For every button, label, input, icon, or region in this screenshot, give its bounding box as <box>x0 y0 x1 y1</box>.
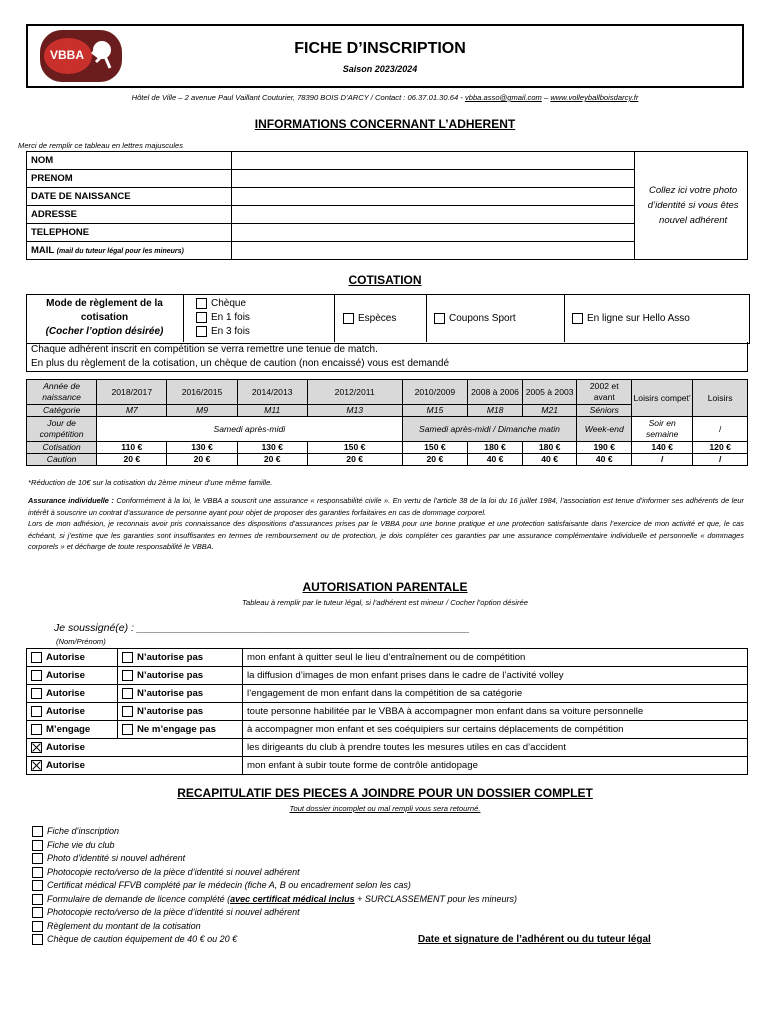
option-thrice[interactable] <box>196 325 250 339</box>
checkbox-icon[interactable] <box>196 326 207 337</box>
reduction-footnote: *Réduction de 10€ sur la cotisation du 2ème mineur d’une même famille. <box>28 478 273 487</box>
fee-cell: 110 € <box>97 442 167 454</box>
insurance-text: Conformément à la loi, le VBBA a souscrit une assurance « responsabilité civile ». En vertu de l’article 38 de la loi du 16 juillet 1984, l’association est tenue d’informer ses adhérents de leur intérêt à souscrire un contrat d’assurance de personne ayant pour objet de proposer des garanties forfaitaires en cas de dommage corporel. <box>28 496 744 517</box>
option-helloasso[interactable] <box>572 313 690 324</box>
option-thrice-label: En 3 fois <box>211 326 250 337</box>
recap-title: RECAPITULATIF DES PIECES A JOINDRE POUR UN DOSSIER COMPLET <box>177 786 593 800</box>
option-coupons[interactable] <box>434 313 516 324</box>
deposit-cell: / <box>693 454 748 466</box>
checkbox-icon[interactable] <box>122 688 133 699</box>
deposit-cell: 20 € <box>402 454 468 466</box>
field-label-prenom: PRENOM <box>27 170 232 188</box>
label-fee: Cotisation <box>27 442 97 454</box>
checked-checkbox-icon[interactable] <box>31 760 42 771</box>
label-day: Jour de compétition <box>27 417 97 442</box>
option-once-label: En 1 fois <box>211 312 250 323</box>
checkbox-icon[interactable] <box>434 313 445 324</box>
label-deposit: Caution <box>27 454 97 466</box>
checked-checkbox-icon[interactable] <box>31 742 42 753</box>
checkbox-icon[interactable] <box>196 312 207 323</box>
insurance-paragraph <box>28 495 744 553</box>
option-especes-label: Espèces <box>358 313 397 325</box>
option-especes[interactable] <box>343 313 396 324</box>
auth-no[interactable] <box>118 685 243 703</box>
checklist-label: Photo d’identité si nouvel adhérent <box>47 853 186 863</box>
field-label-phone: TELEPHONE <box>27 224 232 242</box>
year-cell: 2005 à 2003 <box>522 380 577 405</box>
payment-mode-line-3: (Cocher l’option désirée) <box>45 326 164 337</box>
nom-prenom-hint: (Nom/Prénom) <box>56 637 106 646</box>
deposit-cell: 40 € <box>577 454 632 466</box>
checklist-label: Formulaire de demande de licence complété ( <box>47 893 231 904</box>
fee-cell: 120 € <box>693 442 748 454</box>
auth-no-label: N’autorise pas <box>137 670 204 682</box>
mail-note: (mail du tuteur légal pour les mineurs) <box>56 248 184 255</box>
fees-table <box>26 379 748 466</box>
divider <box>334 294 335 342</box>
field-label-nom: NOM <box>27 152 232 170</box>
cheque-options <box>196 297 250 339</box>
category-cell: M15 <box>402 405 468 417</box>
checkbox-icon[interactable] <box>31 706 42 717</box>
checklist-item[interactable] <box>32 879 592 893</box>
year-cell: Loisirs compet’ <box>632 380 693 417</box>
checklist-label: Photocopie recto/verso de la pièce d’identité si nouvel adhérent <box>47 907 300 917</box>
auth-no-label: Ne m’engage pas <box>137 724 216 736</box>
field-label-birthdate: DATE DE NAISSANCE <box>27 188 232 206</box>
checkbox-icon[interactable] <box>31 670 42 681</box>
auth-yes[interactable] <box>27 685 118 703</box>
deposit-cell: 40 € <box>468 454 523 466</box>
checkbox-icon[interactable] <box>122 670 133 681</box>
category-cell: M13 <box>307 405 402 417</box>
cotisation-notes <box>26 342 748 372</box>
checklist-label: Fiche d’inscription <box>47 826 120 836</box>
checklist-item[interactable] <box>32 906 592 920</box>
checklist-item[interactable] <box>32 825 592 839</box>
field-input-prenom[interactable] <box>231 170 635 188</box>
auth-yes[interactable] <box>27 703 118 721</box>
payment-mode-label <box>26 294 184 342</box>
payment-mode-line-1: Mode de règlement de la <box>46 298 163 309</box>
auth-yes-label: Autorise <box>46 706 85 718</box>
year-cell: Loisirs <box>693 380 748 417</box>
insurance-label: Assurance individuelle : <box>28 496 114 505</box>
auth-yes[interactable] <box>27 721 118 739</box>
auth-no[interactable] <box>118 703 243 721</box>
auth-yes-label: Autorise <box>46 742 85 754</box>
website-link[interactable]: www.volleyballboisdarcy.fr <box>550 93 639 102</box>
cotisation-title: COTISATION <box>348 273 422 287</box>
checkbox-icon[interactable] <box>196 298 207 309</box>
field-input-birthdate[interactable] <box>231 188 635 206</box>
category-cell: M7 <box>97 405 167 417</box>
contact-address: Hôtel de Ville – 2 avenue Paul Vaillant Couturier, 78390 BOIS D’ARCY / Contact : 06.37.01.30.64 - <box>131 93 465 102</box>
year-cell: 2002 et avant <box>577 380 632 405</box>
category-cell: Séniors <box>577 405 632 417</box>
field-input-mail[interactable] <box>231 242 635 260</box>
deposit-cell: 40 € <box>522 454 577 466</box>
field-label-mail <box>27 242 232 260</box>
auth-yes[interactable] <box>27 739 243 757</box>
field-input-address[interactable] <box>231 206 635 224</box>
fee-cell: 180 € <box>468 442 523 454</box>
checkbox-icon[interactable] <box>31 652 42 663</box>
checkbox-icon[interactable] <box>32 840 43 851</box>
recap-subtitle: Tout dossier incomplet ou mal rempli vous sera retourné. <box>289 804 481 813</box>
divider <box>426 294 427 342</box>
category-cell: M11 <box>237 405 307 417</box>
checkbox-icon[interactable] <box>32 894 43 905</box>
checklist-item[interactable] <box>32 893 592 907</box>
option-once[interactable] <box>196 311 250 325</box>
deposit-cell: / <box>632 454 693 466</box>
documents-checklist <box>32 825 592 947</box>
checklist-label: Photocopie recto/verso de la pièce d’identité si nouvel adhérent <box>47 866 300 877</box>
label-birth: Année de naissance <box>27 380 97 405</box>
field-input-phone[interactable] <box>231 224 635 242</box>
divider <box>564 294 565 342</box>
auth-yes-label: Autorise <box>46 760 85 772</box>
checkbox-icon[interactable] <box>32 907 43 918</box>
mail-label: MAIL <box>31 245 55 256</box>
document-title: FICHE D’INSCRIPTION <box>294 40 466 57</box>
insurance-text-2: Lors de mon adhésion, je reconnais avoir pris connaissance des dispositions d’assurances prises par le VBBA pour une bonne pratique et une protection satisfaisante dans l’exercice de mon activité et que, le cas échéant, si j’estime que les garanties sont insuffisantes en termes de remboursement ou de protection, je dois compléter ces garanties par une assurance complémentaire individuelle et personnelle « dommages corporels » et décharge de toute responsabilité le VBBA. <box>28 519 744 551</box>
photo-box: Collez ici votre photo d’identité si vous êtes nouvel adhérent <box>635 152 748 260</box>
fee-cell: 190 € <box>577 442 632 454</box>
checklist-label: Fiche vie du club <box>47 839 115 850</box>
option-cheque[interactable] <box>196 297 250 311</box>
year-cell: 2018/2017 <box>97 380 167 405</box>
checkbox-icon[interactable] <box>32 934 43 945</box>
adherent-table <box>26 151 748 260</box>
club-logo <box>38 28 124 84</box>
checklist-item[interactable] <box>32 839 592 853</box>
day-weekend: Samedi après-midi / Dimanche matin <box>402 417 577 442</box>
authorization-title: AUTORISATION PARENTALE <box>302 580 468 594</box>
checkbox-icon[interactable] <box>32 880 43 891</box>
checklist-label: Règlement du montant de la cotisation <box>47 920 201 931</box>
checkbox-icon[interactable] <box>343 313 354 324</box>
auth-no-label: N’autorise pas <box>137 652 204 664</box>
auth-yes-label: Autorise <box>46 688 85 700</box>
checkbox-icon[interactable] <box>122 724 133 735</box>
day-saturday: Samedi après-midi <box>97 417 402 442</box>
checklist-label-bold: avec certificat médical inclus <box>230 893 355 904</box>
checkbox-icon[interactable] <box>32 826 43 837</box>
day-seniors: Week-end <box>577 417 632 442</box>
year-cell: 2016/2015 <box>167 380 237 405</box>
auth-yes[interactable] <box>27 649 118 667</box>
auth-no-label: N’autorise pas <box>137 706 204 718</box>
authorization-table <box>26 648 748 775</box>
checkbox-icon[interactable] <box>572 313 583 324</box>
contact-separator: – <box>541 93 551 102</box>
fee-cell: 150 € <box>307 442 402 454</box>
soussigne-line[interactable]: Je soussigné(e) : _________________________________________________________ <box>54 622 470 634</box>
logo-text: VBBA <box>50 48 85 62</box>
checkbox-icon[interactable] <box>32 853 43 864</box>
day-loisirs: / <box>693 417 748 442</box>
signature-label: Date et signature de l’adhérent ou du tuteur légal <box>418 934 651 945</box>
checkbox-icon[interactable] <box>122 706 133 717</box>
year-cell: 2014/2013 <box>237 380 307 405</box>
auth-no[interactable] <box>118 721 243 739</box>
option-coupons-label: Coupons Sport <box>449 313 516 325</box>
auth-text: toute personne habilitée par le VBBA à accompagner mon enfant dans sa voiture personnelle <box>243 703 748 721</box>
checklist-label: + SURCLASSEMENT pour les mineurs) <box>354 893 517 904</box>
year-cell: 2012/2011 <box>307 380 402 405</box>
season: Saison 2023/2024 <box>342 64 418 74</box>
fee-cell: 130 € <box>237 442 307 454</box>
auth-yes[interactable] <box>27 667 118 685</box>
email-link[interactable]: vbba.asso@gmail.com <box>464 93 542 102</box>
deposit-cell: 20 € <box>307 454 402 466</box>
auth-text: mon enfant à quitter seul le lieu d’entraînement ou de compétition <box>243 649 748 667</box>
field-input-nom[interactable] <box>231 152 635 170</box>
auth-yes-label: M’engage <box>46 724 91 736</box>
deposit-cell: 20 € <box>237 454 307 466</box>
auth-yes[interactable] <box>27 757 243 775</box>
option-cheque-label: Chèque <box>211 298 247 309</box>
deposit-cell: 20 € <box>97 454 167 466</box>
adherent-title: INFORMATIONS CONCERNANT L’ADHERENT <box>254 117 516 131</box>
category-cell: M9 <box>167 405 237 417</box>
note-tenue: Chaque adhérent inscrit en compétition se verra remettre une tenue de match. <box>31 344 378 355</box>
checkbox-icon[interactable] <box>31 688 42 699</box>
auth-text: les dirigeants du club à prendre toutes les mesures utiles en cas d’accident <box>243 739 748 757</box>
checklist-label: Certificat médical FFVB complété par le médecin (fiche A, B ou encadrement selon les cas) <box>47 880 411 890</box>
authorization-subtitle: Tableau à remplir par le tuteur légal, si l’adhérent est mineur / Cocher l’option désirée <box>242 598 528 607</box>
adherent-instruction: Merci de remplir ce tableau en lettres majuscules <box>18 141 184 150</box>
payment-mode-line-2: cotisation <box>80 312 129 323</box>
deposit-cell: 20 € <box>167 454 237 466</box>
checkbox-icon[interactable] <box>32 867 43 878</box>
category-cell: M21 <box>522 405 577 417</box>
note-caution: En plus du règlement de la cotisation, un chèque de caution (non encaissé) vous est demandé <box>31 358 450 369</box>
fee-cell: 130 € <box>167 442 237 454</box>
contact-line <box>20 93 750 102</box>
auth-yes-label: Autorise <box>46 652 85 664</box>
checklist-label: Chèque de caution équipement de 40 € ou 20 € <box>47 934 238 944</box>
checkbox-icon[interactable] <box>32 921 43 932</box>
checklist-item[interactable] <box>32 852 592 866</box>
auth-no-label: N’autorise pas <box>137 688 204 700</box>
auth-yes-label: Autorise <box>46 670 85 682</box>
year-cell: 2008 à 2006 <box>468 380 523 405</box>
day-loisirs-compet: Soir en semaine <box>632 417 693 442</box>
fee-cell: 180 € <box>522 442 577 454</box>
option-helloasso-label: En ligne sur Hello Asso <box>587 313 690 325</box>
checklist-item[interactable] <box>32 920 592 934</box>
auth-no[interactable] <box>118 649 243 667</box>
checkbox-icon[interactable] <box>122 652 133 663</box>
checkbox-icon[interactable] <box>31 724 42 735</box>
category-cell: M18 <box>468 405 523 417</box>
field-label-address: ADRESSE <box>27 206 232 224</box>
fee-cell: 140 € <box>632 442 693 454</box>
checklist-item[interactable] <box>32 866 592 880</box>
auth-no[interactable] <box>118 667 243 685</box>
auth-text: la diffusion d’images de mon enfant prises dans le cadre de l’activité volley <box>243 667 748 685</box>
auth-text: l’engagement de mon enfant dans la compétition de sa catégorie <box>243 685 748 703</box>
auth-text: mon enfant à subir toute forme de contrôle antidopage <box>243 757 748 775</box>
label-category: Catégorie <box>27 405 97 417</box>
fee-cell: 150 € <box>402 442 468 454</box>
year-cell: 2010/2009 <box>402 380 468 405</box>
auth-text: à accompagner mon enfant et ses coéquipiers sur certains déplacements de compétition <box>243 721 748 739</box>
